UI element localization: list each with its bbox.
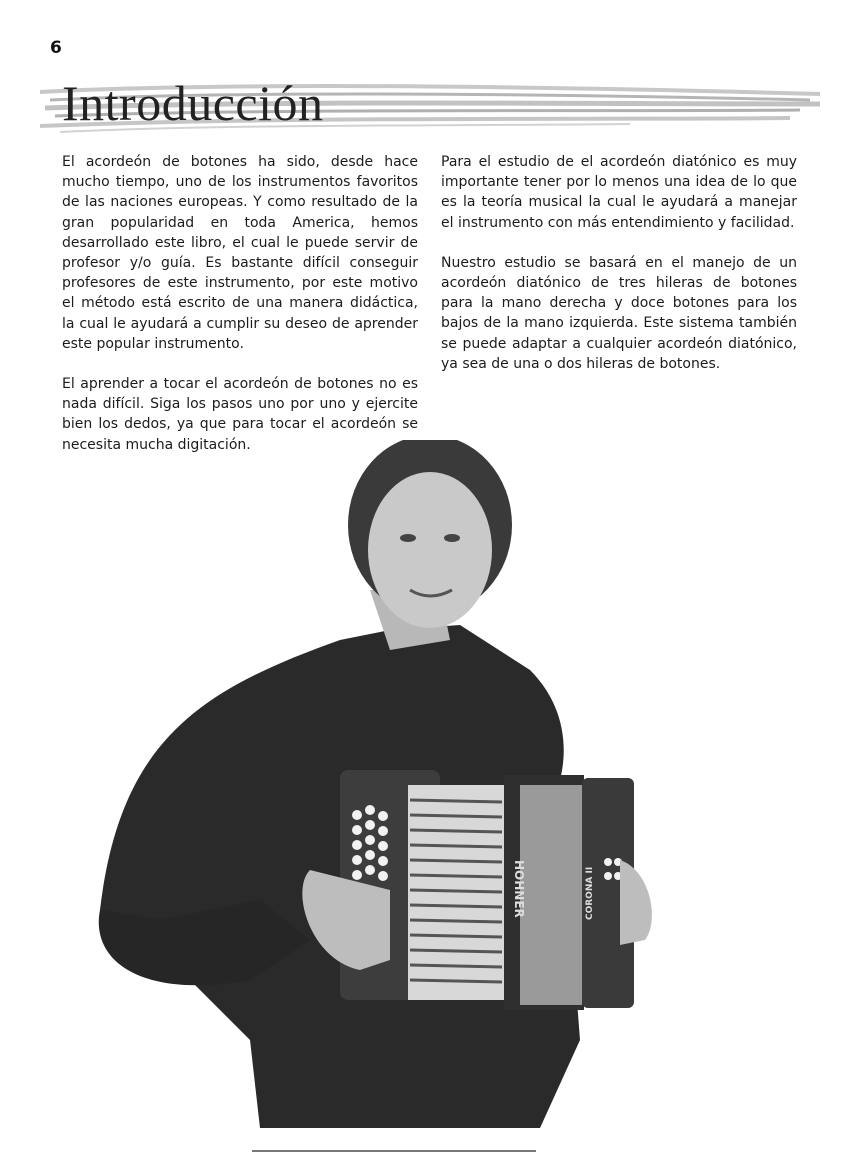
page-number: 6 (50, 38, 62, 58)
svg-text:CORONA II: CORONA II (585, 866, 595, 920)
right-column (441, 152, 797, 394)
accordion-player-photo (60, 440, 804, 1128)
paragraph: Para el estudio de el acordeón diatónico es muy importante tener por lo menos una idea de lo que es la teoría musical la cual le ayudará a manejar el instrumento con más entendimiento y facilidad. (441, 154, 797, 231)
page-title: Introducción (62, 75, 324, 131)
chapter-heading (30, 75, 830, 138)
svg-text:HOHNER: HOHNER (512, 860, 526, 918)
paragraph: El aprender a tocar el acordeón de botones no es nada difícil. Siga los pasos uno por uno y ejercite bien los dedos, ya que para tocar el acordeón se necesita mucha digitación. (62, 376, 418, 453)
paragraph: Nuestro estudio se basará en el manejo de un acordeón diatónico de tres hileras de botones para la mano derecha y doce botones para los bajos de la mano izquierda. Este sistema también se puede adaptar a cualquier acordeón diatónico, ya sea de una o dos hileras de botones. (441, 254, 797, 372)
left-column (62, 152, 418, 475)
paragraph: El acordeón de botones ha sido, desde hace mucho tiempo, uno de los instrumentos favoritos de las naciones europeas. Y como resultado de la gran popularidad en toda America, hemos desarrollado este libro, el cual le puede servir de profesor y/o guía. Es bastante difícil conseguir profesores de este instrumento, por este motivo el método está escrito de una manera didáctica, la cual le ayudará a cumplir su deseo de aprender este popular instrumento. (62, 154, 418, 352)
